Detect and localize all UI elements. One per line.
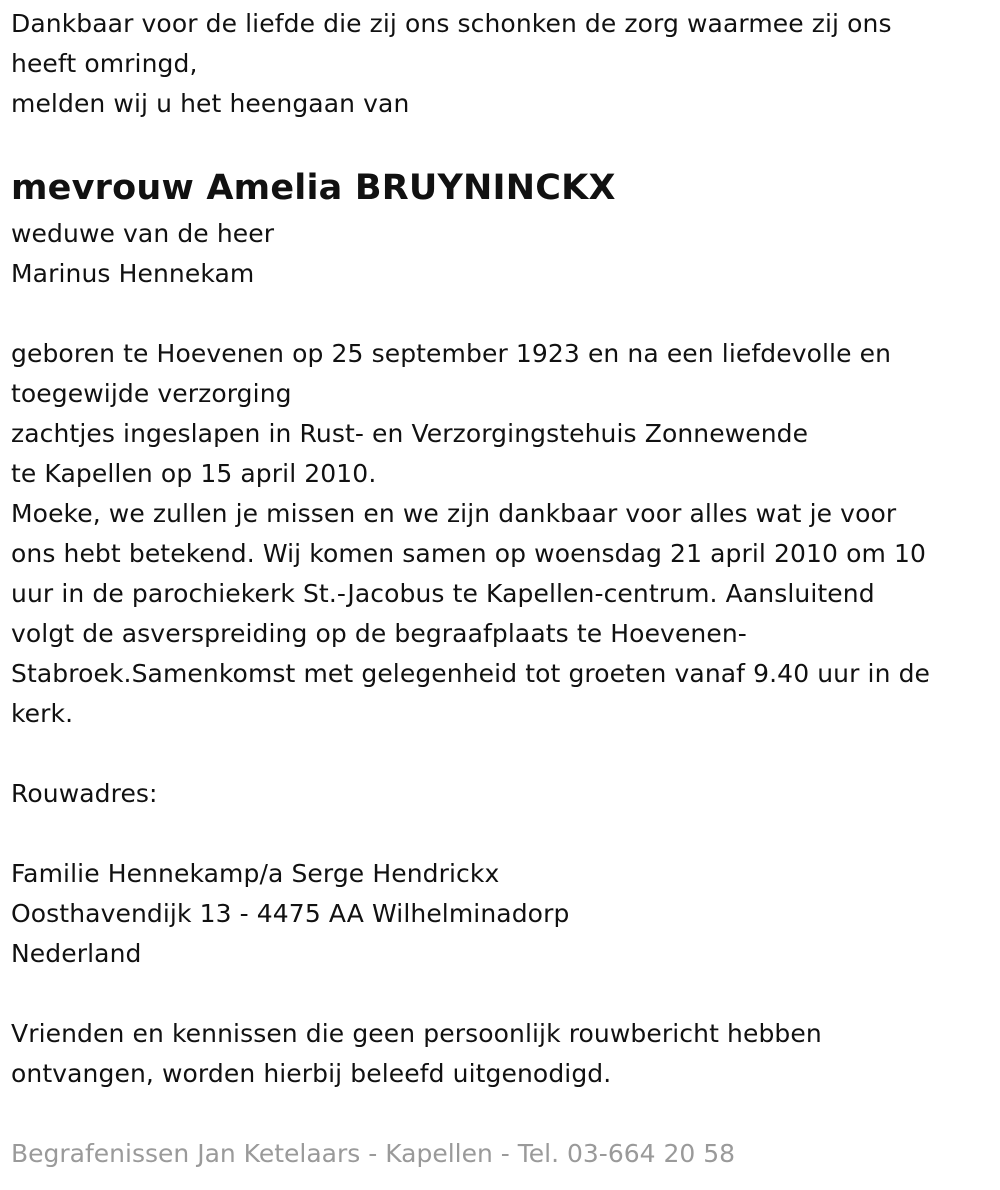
details-line: volgt de asverspreiding op de begraafplaats te Hoevenen- — [11, 619, 747, 648]
closing-text — [11, 1014, 996, 1094]
spacer — [11, 974, 996, 1014]
intro-line: melden wij u het heengaan van — [11, 89, 410, 118]
details-line: kerk. — [11, 699, 74, 728]
details-text — [11, 334, 996, 734]
intro-line: heeft omringd, — [11, 49, 198, 78]
intro-text — [11, 4, 996, 124]
details-line: ons hebt betekend. Wij komen samen op woensdag 21 april 2010 om 10 — [11, 539, 926, 568]
spacer — [11, 814, 996, 854]
spacer — [11, 294, 996, 334]
deceased-name: mevrouw Amelia BRUYNINCKX — [11, 168, 616, 208]
address-line: Nederland — [11, 939, 142, 968]
closing-line: Vrienden en kennissen die geen persoonlijk rouwbericht hebben — [11, 1019, 822, 1048]
funeral-home-footer: Begrafenissen Jan Ketelaars - Kapellen - Tel. 03-664 20 58 — [11, 1139, 736, 1168]
spacer — [11, 734, 996, 774]
address-line: Oosthavendijk 13 - 4475 AA Wilhelminadorp — [11, 899, 570, 928]
obituary-notice — [11, 4, 996, 1094]
relation-line: Marinus Hennekam — [11, 259, 255, 288]
address-line: Familie Hennekamp/a Serge Hendrickx — [11, 859, 500, 888]
mourning-address — [11, 854, 996, 974]
details-line: uur in de parochiekerk St.-Jacobus te Kapellen-centrum. Aansluitend — [11, 579, 875, 608]
details-line: Moeke, we zullen je missen en we zijn dankbaar voor alles wat je voor — [11, 499, 897, 528]
details-line: geboren te Hoevenen op 25 september 1923 en na een liefdevolle en — [11, 339, 892, 368]
relation-line: weduwe van de heer — [11, 219, 275, 248]
details-line: zachtjes ingeslapen in Rust- en Verzorgingstehuis Zonnewende — [11, 419, 809, 448]
intro-line: Dankbaar voor de liefde die zij ons schonken de zorg waarmee zij ons — [11, 9, 892, 38]
details-line: toegewijde verzorging — [11, 379, 292, 408]
details-line: te Kapellen op 15 april 2010. — [11, 459, 377, 488]
details-line: Stabroek.Samenkomst met gelegenheid tot groeten vanaf 9.40 uur in de — [11, 659, 931, 688]
deceased-relation — [11, 214, 996, 294]
closing-line: ontvangen, worden hierbij beleefd uitgenodigd. — [11, 1059, 612, 1088]
mourning-address-label: Rouwadres: — [11, 779, 158, 808]
